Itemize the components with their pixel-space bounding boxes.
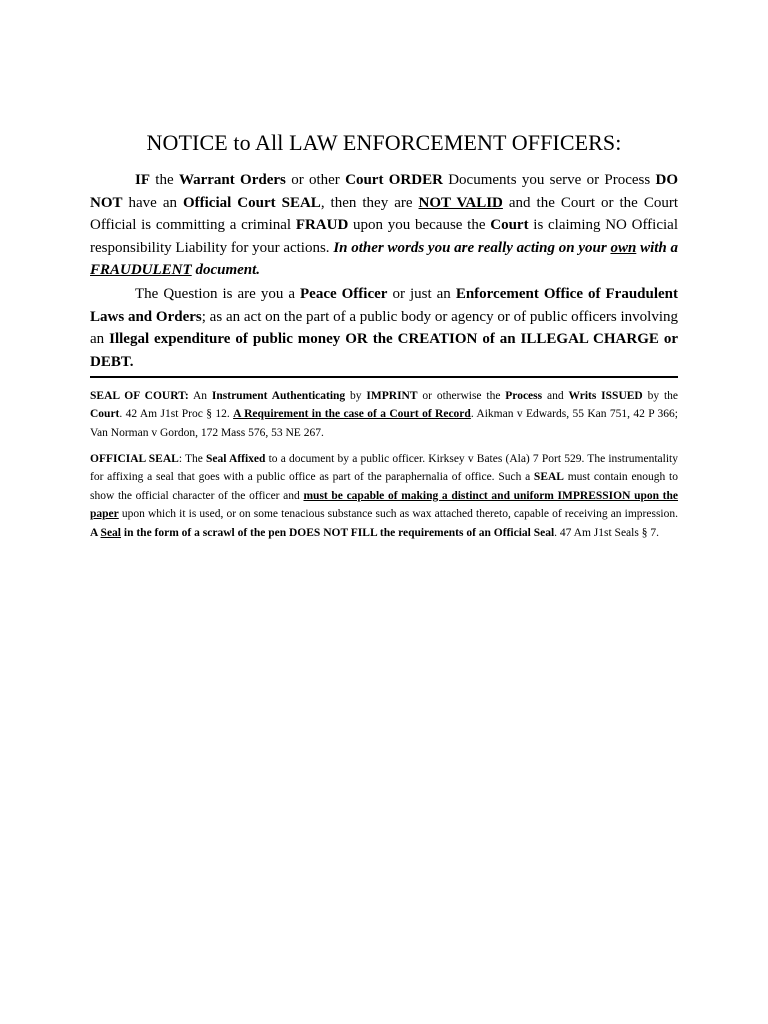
horizontal-divider bbox=[90, 376, 678, 378]
text-run: or other bbox=[285, 172, 346, 188]
text-run: by the bbox=[642, 390, 678, 402]
paragraph-1-content bbox=[90, 172, 678, 278]
text-run: in the form of a scrawl of the pen DOES NOT FILL the requirements of an Official Seal bbox=[121, 526, 555, 539]
text-run: must be capable of making a distinct and uniform IMPRESSION upon the paper bbox=[90, 489, 679, 521]
text-run: FRAUD bbox=[295, 217, 349, 233]
text-run: Warrant Orders bbox=[178, 172, 286, 188]
text-run: Court bbox=[90, 408, 120, 421]
text-run: , then they are bbox=[320, 194, 419, 211]
text-run: NOT VALID bbox=[418, 194, 503, 211]
text-run: Court bbox=[490, 217, 529, 233]
text-run: SEAL bbox=[533, 471, 564, 484]
text-run: by bbox=[345, 390, 367, 402]
text-run: SEAL OF COURT: bbox=[90, 390, 189, 402]
text-run: . 47 Am J1st Seals § 7. bbox=[554, 526, 659, 539]
text-run: ; as an act on the part of a public body or agency or of public officers involving an bbox=[90, 308, 678, 347]
text-run: own bbox=[610, 239, 637, 256]
text-run: . 42 Am J1st Proc § 12. bbox=[119, 408, 234, 421]
text-run: must contain enough to show the official character of the officer and bbox=[90, 471, 678, 502]
text-run: is claiming NO Official responsibility Liability for your actions. bbox=[90, 217, 678, 256]
text-run: the bbox=[150, 172, 179, 188]
text-run: OFFICIAL SEAL bbox=[90, 453, 179, 465]
text-run: Enforcement Office of Fraudulent Laws and Orders bbox=[90, 286, 679, 325]
text-run: FRAUDULENT bbox=[90, 262, 192, 278]
official-seal-definition bbox=[90, 450, 678, 542]
text-run: and bbox=[542, 390, 569, 402]
text-run: upon you because the bbox=[348, 217, 491, 233]
text-run: DO NOT bbox=[90, 172, 678, 211]
text-run: Documents you serve or Process bbox=[442, 172, 656, 188]
text-run: A bbox=[90, 526, 101, 539]
text-run: Court ORDER bbox=[345, 172, 443, 188]
document-title: NOTICE to All LAW ENFORCEMENT OFFICERS: bbox=[146, 130, 622, 155]
text-run: Seal Affixed bbox=[206, 453, 266, 465]
text-run: : The bbox=[178, 453, 207, 465]
text-run: Writs ISSUED bbox=[568, 390, 643, 402]
text-run: have an bbox=[122, 194, 183, 211]
text-run: . Aikman v Edwards, 55 Kan 751, 42 P 366; Van Norman v Gordon, 172 Mass 576, 53 NE 267. bbox=[90, 408, 678, 439]
text-run: In other words you are really acting on your bbox=[333, 239, 611, 256]
seal-of-court-definition bbox=[90, 387, 678, 442]
text-run: with a bbox=[636, 239, 678, 256]
paragraph-2-content bbox=[90, 286, 678, 370]
text-run: Seal bbox=[100, 526, 121, 539]
text-run: IMPRINT bbox=[366, 390, 418, 402]
text-run: to a document by a public officer. Kirksey v Bates (Ala) 7 Port 529. The instrumentality for affixing a seal that goes with a public office as part of the paraphernalia of office. Such a bbox=[90, 453, 678, 484]
text-run: Peace Officer bbox=[300, 286, 388, 302]
text-run: The Question is are you a bbox=[135, 286, 300, 302]
text-run: Instrument Authenticating bbox=[211, 390, 346, 402]
paragraph-peace-officer-question bbox=[90, 283, 678, 373]
text-run: An bbox=[188, 390, 212, 402]
text-run: IF bbox=[135, 172, 150, 188]
text-run: Illegal expenditure of public money OR the CREATION of an ILLEGAL CHARGE or DEBT. bbox=[90, 331, 678, 370]
text-run: document. bbox=[191, 262, 261, 278]
text-run: or just an bbox=[387, 286, 456, 302]
text-run: Process bbox=[505, 390, 543, 402]
text-run: or otherwise the bbox=[417, 390, 506, 402]
text-run: A Requirement in the case of a Court of Record bbox=[233, 408, 471, 421]
text-run: and the Court or the Court Official is committing a criminal bbox=[90, 194, 678, 233]
paragraph-warrant-orders bbox=[90, 169, 678, 282]
text-run: upon which it is used, or on some tenacious substance such as wax attached thereto, capable of receiving an impression. bbox=[118, 508, 678, 521]
text-run: Official Court SEAL bbox=[182, 194, 321, 211]
